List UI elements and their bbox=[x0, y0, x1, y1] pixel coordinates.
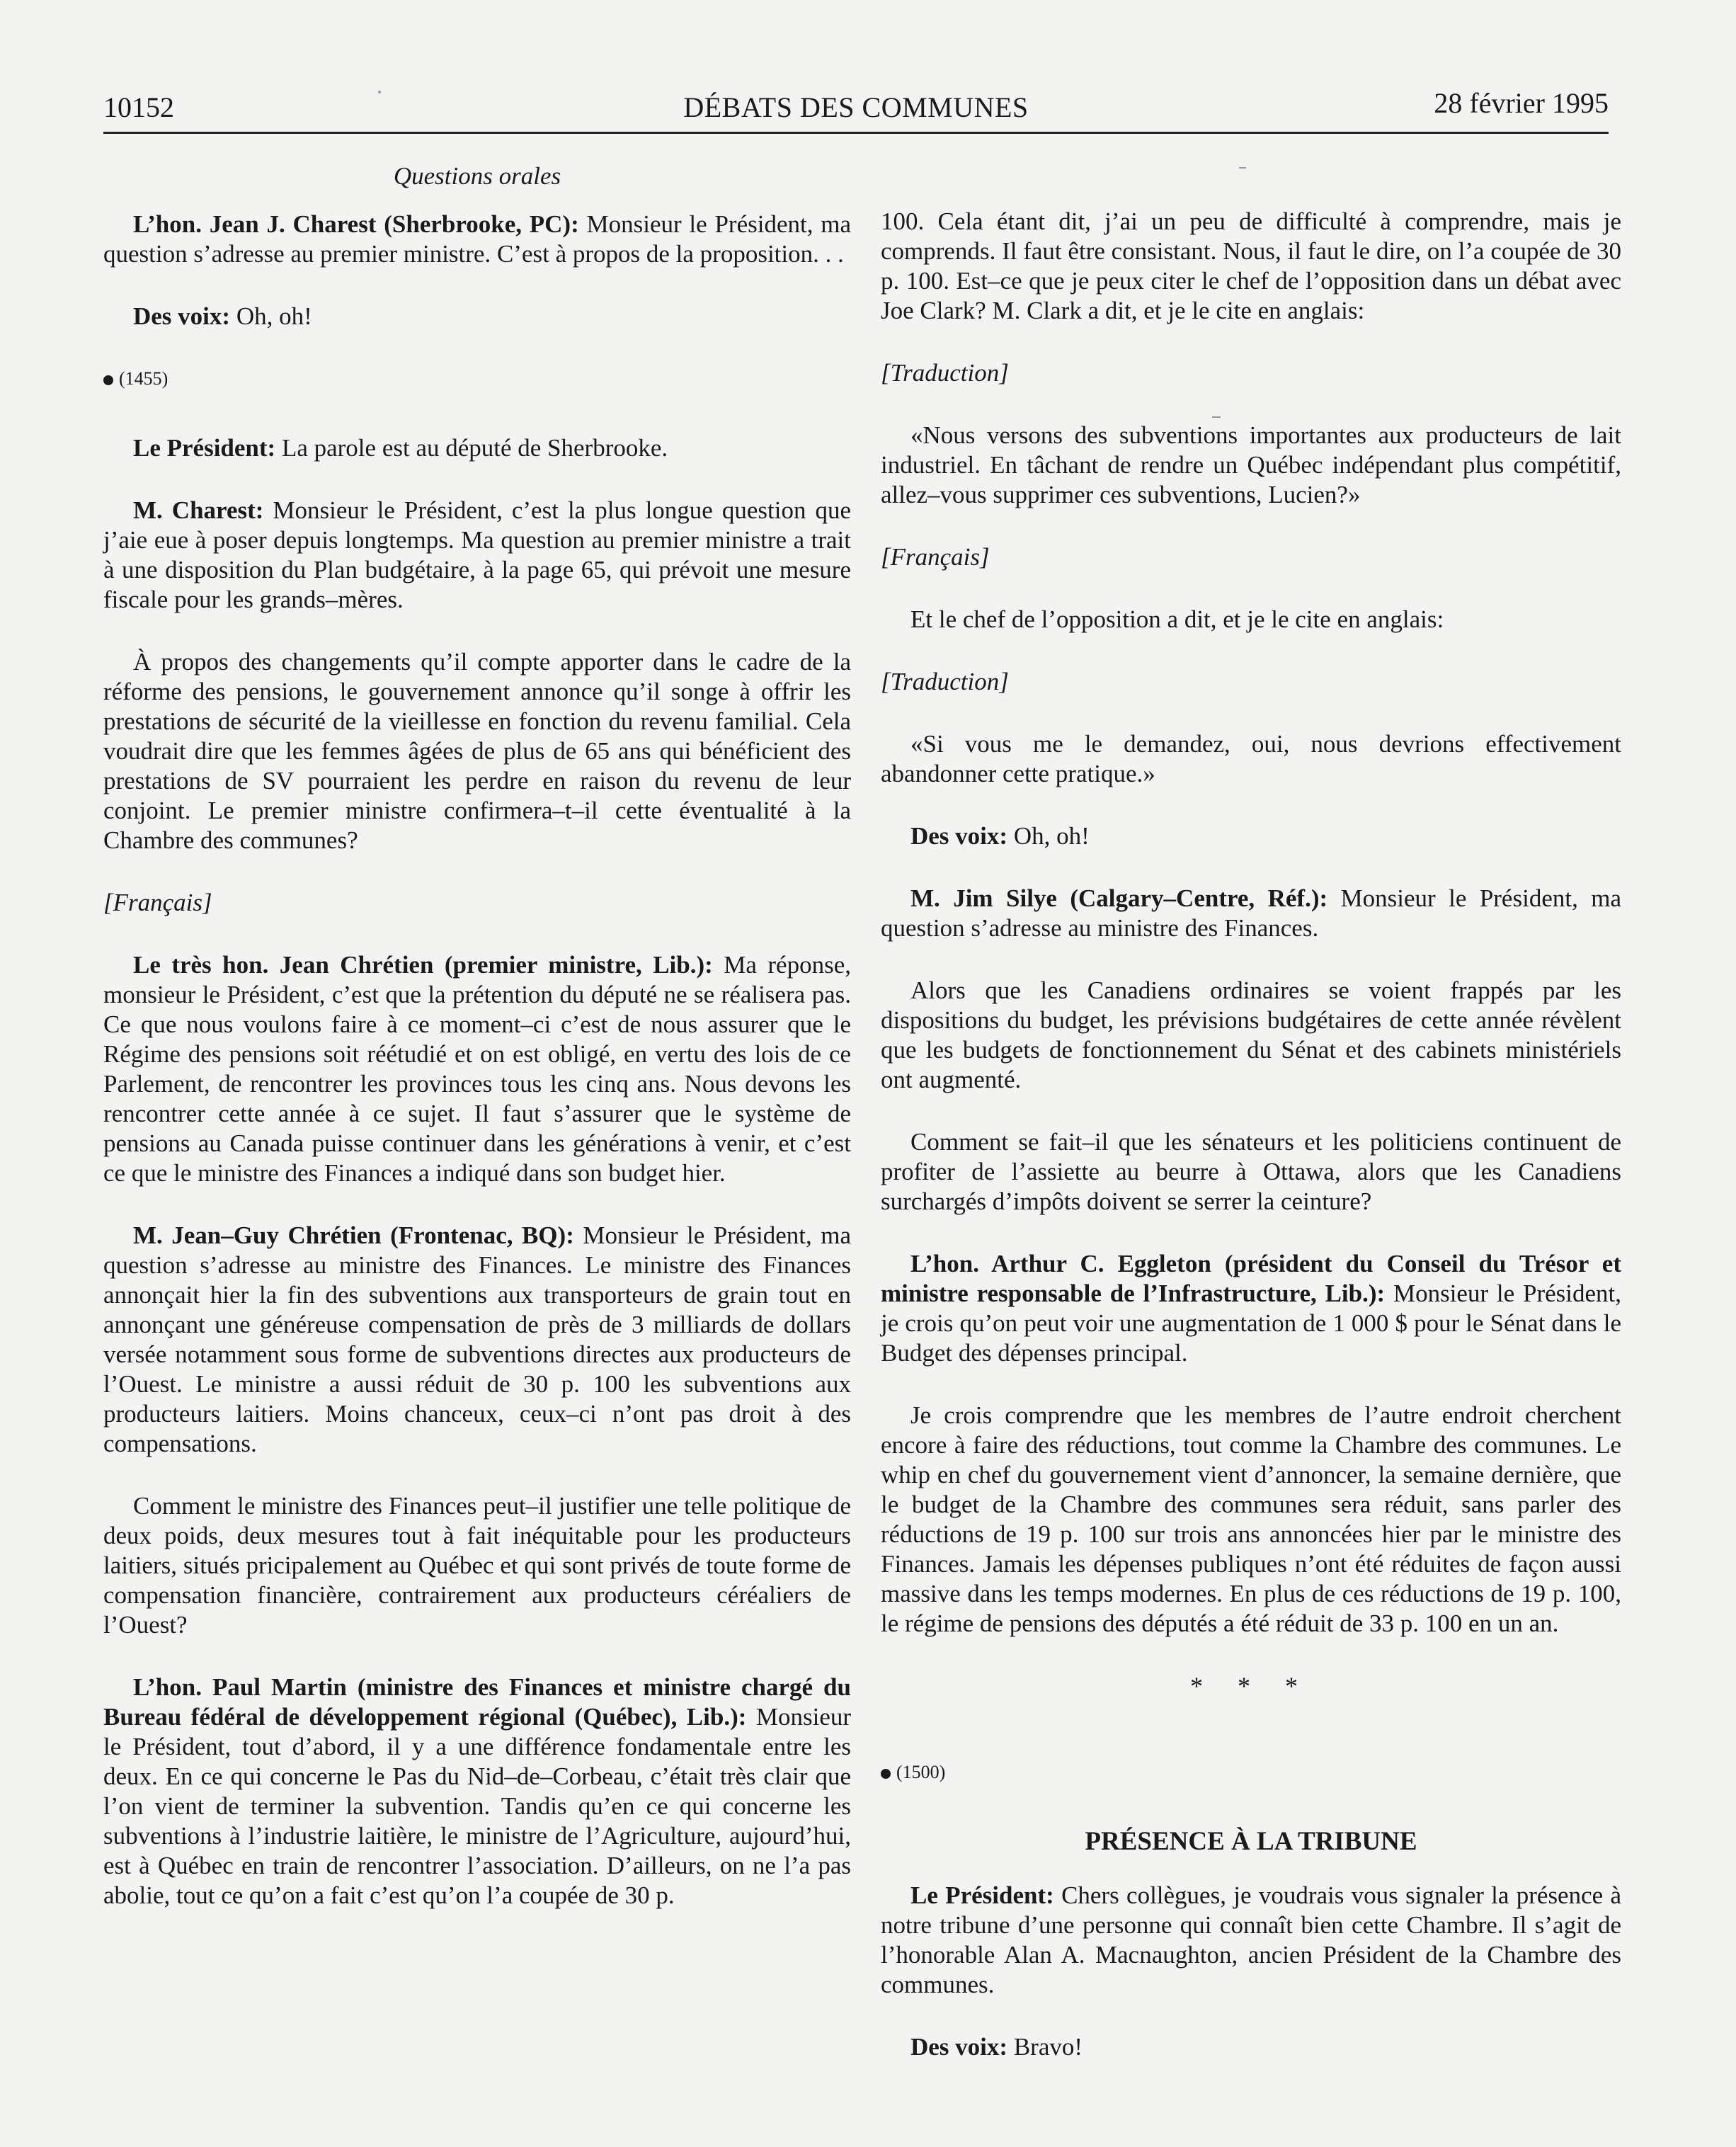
language-tag: [Traduction] bbox=[881, 668, 1009, 695]
paragraph-eggleton-continues: Je crois comprendre que les membres de l’autre endroit cherchent encore à faire des réductions, tout comme la Chambre des communes. Le whip en chef du gouvernement vient d’annoncer, la semaine dernière, que le budget de la Chambre des communes sera réduit, sans parler des réductions de 19 p. 100 sur trois ans annoncées hier par le ministre des Finances. Jamais les dépenses publiques n’ont été réduites de façon aussi massive dans les temps modernes. En plus de ces réductions de 19 p. 100, le régime de pensions des députés a été réduit de 33 p. 100 en un an. bbox=[881, 1401, 1621, 1637]
section-heading: PRÉSENCE À LA TRIBUNE bbox=[1085, 1827, 1417, 1856]
paragraph-quote-bouchard: «Si vous me le demandez, oui, nous devrions effectivement abandonner cette pratique.» bbox=[881, 730, 1621, 787]
speech-text: Bravo! bbox=[1007, 2033, 1083, 2061]
speaker-name: L’hon. Jean J. Charest (Sherbrooke, PC): bbox=[133, 210, 579, 238]
running-head: Questions orales bbox=[393, 162, 561, 190]
header-rule bbox=[103, 132, 1609, 134]
paragraph-charest-question bbox=[103, 210, 851, 269]
speech-text: Ma réponse, monsieur le Président, c’est que la prétention du député ne se réalisera pas. Ce que nous voulons faire à ce moment–ci c’est de nous assurer que le Régime des pensions soit réétudié et on est obligé, en vertu des lois de ce Parlement, de rencontrer les provinces tous les cinq ans. Nous devons les rencontrer cette année à ce sujet. Il faut s’assurer que le système de pensions au Canada puisse continuer dans les générations à venir, et c’est ce que le ministre des Finances a indiqué dans son budget hier. bbox=[103, 951, 851, 1187]
speech-text: Monsieur le Président, c’est la plus longue question que j’aie eue à poser depuis longtemps. Ma question au premier ministre a trait à une disposition du Plan budgétaire, à la page 65, qui prévoit une mesure fiscale pour les grands–mères. bbox=[103, 496, 851, 613]
speaker-name: Des voix: bbox=[910, 822, 1008, 850]
bullet-icon bbox=[881, 1769, 891, 1779]
speaker-name: L’hon. Arthur C. Eggleton (président du Conseil du Trésor et ministre responsable de l’Infrastructure, Lib.): bbox=[881, 1250, 1621, 1307]
speech-text: Chers collègues, je voudrais vous signaler la présence à notre tribune d’une personne qui connaît bien cette Chambre. Il s’agit de l’honorable Alan A. Macnaughton, ancien Président de la Chambre des communes. bbox=[881, 1881, 1622, 1998]
section-separator: * * * bbox=[1190, 1672, 1312, 1700]
right-column bbox=[881, 207, 1621, 2095]
scan-speck bbox=[378, 91, 381, 93]
paragraph-budget-senate: Alors que les Canadiens ordinaires se voient frappés par les dispositions du budget, les prévisions budgétaires de cette année révèlent que les budgets de fonctionnement du Sénat et des cabinets ministériels ont augmenté. bbox=[881, 976, 1621, 1093]
paragraph-jean-guy-chretien bbox=[103, 1221, 851, 1459]
speaker-name: Des voix: bbox=[133, 302, 231, 330]
paragraph-speaker-ruling bbox=[103, 433, 851, 463]
left-column bbox=[103, 161, 851, 1943]
paragraph-senators-question: Comment se fait–il que les sénateurs et les politiciens continuent de profiter de l’assiette au beurre à Ottawa, alors que les Canadiens surchargés d’impôts doivent se serrer la ceinture? bbox=[881, 1128, 1621, 1215]
paragraph-quote-clark: «Nous versons des subventions importantes aux producteurs de lait industriel. En tâchant de rendre un Québec indépendant plus compétitif, allez–vous supprimer ces subventions, Lucien?» bbox=[881, 421, 1621, 508]
speaker-name: M. Jim Silye (Calgary–Centre, Réf.): bbox=[910, 884, 1328, 912]
language-tag: [Français] bbox=[881, 543, 990, 571]
language-tag: [Traduction] bbox=[881, 359, 1009, 387]
scan-speck bbox=[1239, 167, 1246, 169]
speech-text: Oh, oh! bbox=[230, 302, 312, 330]
publication-title: DÉBATS DES COMMUNES bbox=[683, 91, 1029, 123]
time-stamp-text: (1455) bbox=[119, 368, 169, 389]
speaker-name: Le très hon. Jean Chrétien (premier ministre, Lib.): bbox=[133, 951, 713, 979]
speaker-name: Le Président: bbox=[133, 434, 276, 462]
paragraph-martin-continues: 100. Cela étant dit, j’ai un peu de difficulté à comprendre, mais je comprends. Il faut être consistant. Nous, il faut le dire, on l’a coupée de 30 p. 100. Est–ce que je peux citer le chef de l’opposition dans un débat avec Joe Clark? M. Clark a dit, et je le cite en anglais: bbox=[881, 207, 1621, 324]
paragraph-silye-question bbox=[881, 884, 1621, 943]
speaker-name: M. Jean–Guy Chrétien (Frontenac, BQ): bbox=[133, 1221, 574, 1249]
speech-text: La parole est au député de Sherbrooke. bbox=[275, 434, 668, 462]
speaker-name: M. Charest: bbox=[133, 496, 264, 524]
paragraph-charest-continues bbox=[103, 496, 851, 615]
time-stamp bbox=[881, 1758, 1621, 1787]
speech-text: Monsieur le Président, ma question s’adresse au ministre des Finances. bbox=[881, 884, 1622, 942]
speech-text: Monsieur le Président, ma question s’adresse au premier ministre. C’est à propos de la proposition. . . bbox=[103, 210, 851, 268]
paragraph-interjection bbox=[103, 302, 851, 331]
speaker-name: L’hon. Paul Martin (ministre des Finances et ministre chargé du Bureau fédéral de développement régional (Québec), Lib.): bbox=[103, 1673, 851, 1731]
page-header bbox=[103, 84, 1609, 133]
time-stamp-text: (1500) bbox=[896, 1762, 946, 1782]
speech-text: Oh, oh! bbox=[1007, 822, 1090, 850]
paragraph-dairy-question: Comment le ministre des Finances peut–il justifier une telle politique de deux poids, deux mesures tout à fait inéquitable pour les producteurs laitiers, situés pricipalement au Québec et qui sont privés de toute forme de compensation financière, contrairement aux producteurs céréaliers de l’Ouest? bbox=[103, 1492, 851, 1639]
speaker-name: Des voix: bbox=[910, 2033, 1008, 2061]
issue-date: 28 février 1995 bbox=[1434, 87, 1609, 119]
language-tag: [Français] bbox=[103, 889, 212, 916]
paragraph-chretien-answer bbox=[103, 950, 851, 1188]
bullet-icon bbox=[103, 375, 113, 385]
page-number: 10152 bbox=[103, 91, 174, 123]
speech-text: Monsieur le Président, je crois qu’on peut voir une augmentation de 1 000 $ pour le Sénat dans le Budget des dépenses principal. bbox=[881, 1280, 1621, 1367]
paragraph-eggleton-answer bbox=[881, 1249, 1621, 1368]
paragraph-speaker-gallery bbox=[881, 1881, 1621, 2000]
paragraph-applause bbox=[881, 2032, 1621, 2062]
paragraph-martin-answer bbox=[103, 1673, 851, 1910]
time-stamp bbox=[103, 364, 851, 394]
speaker-name: Le Président: bbox=[910, 1881, 1054, 1909]
speech-text: Monsieur le Président, tout d’abord, il y a une différence fondamentale entre les deux. En ce qui concerne le Pas du Nid–de–Corbeau, c’était très clair que l’on vient de terminer la subvention. Tandis qu’en ce qui concerne les subventions à l’industrie laitière, le ministre de l’Agriculture, aujourd’hui, est à Québec en train de rencontrer l’association. D’ailleurs, on ne l’a pas abolie, tout ce qu’on a fait c’est qu’on l’a coupée de 30 p. bbox=[103, 1703, 852, 1909]
paragraph-opposition-leader: Et le chef de l’opposition a dit, et je le cite en anglais: bbox=[910, 605, 1444, 633]
speech-text: Monsieur le Président, ma question s’adresse au ministre des Finances. Le ministre des Finances annonçait hier la fin des subventions aux transporteurs de grain tout en annonçant une généreuse compensation de près de 3 milliards de dollars versée notamment sous forme de subventions directes aux producteurs de l’Ouest. Le ministre a aussi réduit de 30 p. 100 les subventions aux producteurs laitiers. Moins chanceux, ceux–ci n’ont pas droit à des compensations. bbox=[103, 1221, 852, 1457]
paragraph-interjection bbox=[881, 821, 1621, 851]
scan-speck bbox=[1212, 416, 1221, 418]
paragraph-pension-reform: À propos des changements qu’il compte apporter dans le cadre de la réforme des pensions, le gouvernement annonce qu’il songe à offrir les prestations de sécurité de la vieillesse en fonction du revenu familial. Cela voudrait dire que les femmes âgées de plus de 65 ans qui bénéficient des prestations de SV pourraient les perdre en raison du revenu de leur conjoint. Le premier ministre confirmera–t–il cette éventualité à la Chambre des communes? bbox=[103, 648, 851, 854]
